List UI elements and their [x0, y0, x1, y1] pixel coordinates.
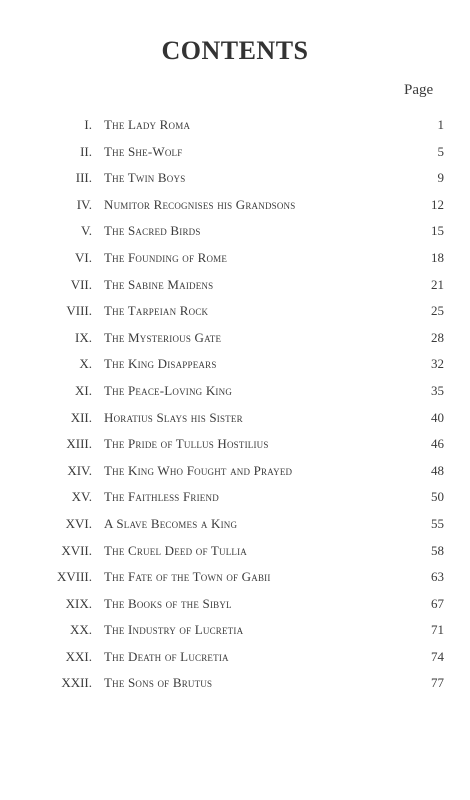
chapter-title: The Tarpeian Rock [104, 303, 209, 319]
chapter-number: VIII. [66, 303, 92, 319]
page-number: 28 [431, 329, 444, 345]
toc-entry [0, 222, 470, 249]
chapter-title: The Industry of Lucretia [104, 622, 244, 638]
chapter-number: XI. [75, 382, 92, 398]
page-number: 35 [431, 382, 444, 398]
chapter-number: XII. [70, 409, 92, 425]
chapter-number: III. [75, 170, 92, 186]
chapter-title: The Fate of the Town of Gabii [104, 569, 271, 585]
page-number: 46 [431, 436, 444, 452]
chapter-number: XXI. [65, 648, 92, 664]
contents-title: CONTENTS [161, 36, 309, 65]
toc-entry [0, 568, 470, 595]
page-number: 12 [431, 196, 444, 212]
page-number: 58 [431, 542, 444, 558]
chapter-number: X. [79, 356, 92, 372]
toc-entry [0, 382, 470, 409]
chapter-title: The Lady Roma [104, 117, 191, 132]
toc-entry [0, 116, 470, 143]
chapter-number: XV. [71, 489, 92, 505]
chapter-title: The Sabine Maidens [104, 276, 214, 292]
chapter-number: IV. [76, 196, 92, 212]
chapter-number: IX. [75, 329, 92, 345]
chapter-title: Horatius Slays his Sister [104, 409, 243, 425]
chapter-title: The Sacred Birds [104, 223, 201, 239]
chapter-number: V. [81, 223, 92, 239]
chapter-number: VII. [70, 276, 92, 292]
toc-entry [0, 648, 470, 675]
chapter-number: II. [80, 143, 92, 159]
chapter-number: XXII. [61, 675, 92, 691]
page-number: 18 [431, 249, 444, 265]
chapter-title: Numitor Recognises his Grandsons [104, 196, 296, 212]
toc-entry [0, 462, 470, 489]
page-number: 74 [431, 648, 444, 664]
page-number: 71 [431, 622, 444, 638]
toc-entry [0, 674, 470, 701]
chapter-title: The Books of the Sibyl [104, 595, 232, 611]
toc-entry [0, 196, 470, 223]
chapter-title: The Pride of Tullus Hostilius [104, 436, 269, 452]
toc-entry [0, 542, 470, 569]
chapter-title: The Cruel Deed of Tullia [104, 542, 247, 558]
chapter-title: The Sons of Brutus [104, 675, 213, 691]
page-column-heading: Page [404, 82, 434, 98]
page-number: 67 [431, 595, 444, 611]
chapter-number: XIV. [67, 462, 92, 478]
toc-entry [0, 329, 470, 356]
page-number: 1 [437, 117, 444, 132]
toc-entry [0, 302, 470, 329]
toc-entry [0, 435, 470, 462]
toc-entry [0, 249, 470, 276]
chapter-number: XIX. [65, 595, 92, 611]
page-number: 32 [431, 356, 444, 372]
page-number: 77 [431, 675, 444, 691]
page-number: 55 [431, 515, 444, 531]
page-number: 21 [431, 276, 444, 292]
chapter-number: XVII. [61, 542, 92, 558]
table-of-contents [0, 116, 470, 701]
chapter-title: The King Who Fought and Prayed [104, 462, 293, 478]
chapter-number: XX. [69, 622, 92, 638]
toc-entry [0, 169, 470, 196]
page-number: 63 [431, 569, 444, 585]
chapter-number: I. [84, 117, 92, 132]
toc-entry [0, 621, 470, 648]
chapter-number: XVIII. [56, 569, 92, 585]
chapter-title: The Faithless Friend [104, 489, 219, 505]
toc-entry [0, 143, 470, 170]
chapter-title: The Founding of Rome [104, 249, 228, 265]
chapter-number: VI. [75, 249, 92, 265]
toc-entry [0, 515, 470, 542]
chapter-number: XVI. [65, 515, 92, 531]
chapter-title: The King Disappears [104, 356, 217, 372]
chapter-title: The Mysterious Gate [104, 329, 222, 345]
chapter-title: The She-Wolf [104, 143, 183, 159]
chapter-title: A Slave Becomes a King [104, 515, 238, 531]
page-number: 48 [431, 462, 444, 478]
chapter-title: The Death of Lucretia [104, 648, 229, 664]
page-number: 50 [431, 489, 444, 505]
chapter-title: The Peace-Loving King [104, 382, 233, 398]
toc-entry [0, 355, 470, 382]
toc-entry [0, 488, 470, 515]
page-number: 25 [431, 303, 444, 319]
chapter-number: XIII. [66, 436, 92, 452]
toc-entry [0, 409, 470, 436]
toc-entry [0, 276, 470, 303]
page-number: 15 [431, 223, 444, 239]
page-number: 9 [437, 170, 444, 186]
page-number: 40 [431, 409, 444, 425]
page-number: 5 [437, 143, 444, 159]
chapter-title: The Twin Boys [104, 170, 186, 186]
toc-entry [0, 595, 470, 622]
